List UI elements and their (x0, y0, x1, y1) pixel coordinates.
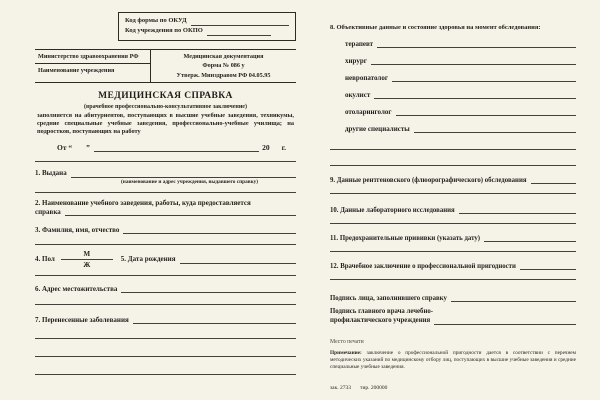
specialist-label: отоларинголог (345, 108, 392, 117)
form-right-page (330, 24, 576, 391)
field-10-label: 10. Данные лабораторного исследования (330, 206, 455, 214)
okpo-fill-line (207, 28, 271, 36)
specialist-row-therapist (345, 39, 576, 48)
date-year-prefix: 20 (262, 142, 270, 152)
specialist-fill-line (377, 39, 576, 48)
field-5-label: 5. Дата рождения (120, 255, 176, 264)
specialist-fill-line (374, 90, 576, 99)
date-from-label: От “ (57, 142, 73, 152)
form-number-label: Форма № 086 у (202, 62, 245, 70)
specialist-fill-line (392, 73, 576, 82)
page-subtitle: (врачебное профессионально-консультативное заключение) (84, 104, 247, 111)
specialist-label: хирург (345, 57, 367, 66)
note-block (330, 350, 576, 371)
specialist-row-surgeon (345, 56, 576, 65)
specialist-label: окулист (345, 91, 371, 100)
field-4-label: 4. Пол (35, 255, 55, 264)
print-info (330, 385, 576, 391)
date-close-quote: ” (86, 142, 90, 152)
blank-line (35, 275, 296, 276)
blank-line (35, 244, 296, 245)
header-left-cell (35, 50, 151, 82)
field-2-line2 (35, 207, 296, 216)
blank-line (35, 192, 296, 193)
field-6-label: 6. Адрес местожительства (35, 284, 118, 293)
specialist-label: терапевт (345, 40, 374, 49)
codes-box (118, 12, 296, 41)
field-1-note: (наименование и адрес учреждения, выдавшего справку) (121, 178, 258, 185)
field-10-fill-line (459, 205, 576, 214)
field-7-fill-line (133, 315, 296, 324)
blank-line (330, 279, 576, 280)
field-11-fill-line (484, 233, 576, 242)
field-1-issued-by (35, 169, 296, 178)
header-table (35, 49, 296, 83)
field-2-label-line1: 2. Наименование учебного заведения, работы, куда предоставляется (35, 198, 251, 207)
note-label: Примечание: (330, 350, 362, 357)
blank-line (35, 304, 296, 305)
stamp-place-label: Место печати (330, 339, 364, 346)
specialist-label: невропатолог (345, 74, 389, 83)
header-right-cell (151, 50, 296, 82)
field-10-lab (330, 205, 576, 214)
field-1-fill-line (71, 169, 296, 178)
okpo-label: Код учреждения по ОКПО (125, 27, 203, 35)
doc-type-label: Медицинская документация (183, 53, 264, 61)
field-12-fitness-conclusion (330, 261, 576, 270)
note-text: заключение о профессиональной пригодности дается в соответствии с перечнем методических указаний по медицинскому отбору лиц, поступающих в высшие учебные заведения и средние специальные учебные заведения. (330, 350, 576, 371)
okpo-code-line (125, 26, 289, 36)
page-title: МЕДИЦИНСКАЯ СПРАВКА (98, 91, 233, 102)
specialist-fill-line (396, 107, 576, 116)
signature-chief-line2 (330, 316, 576, 325)
sex-choice-box (61, 250, 113, 269)
ministry-label: Министерство здравоохранения РФ (35, 50, 150, 64)
signature-chief-fill-line (434, 316, 576, 325)
approved-label: Утверж. Минздравом РФ 04.05.95 (176, 71, 271, 79)
specialist-fill-line (371, 56, 576, 65)
field-3-label: 3. Фамилия, имя, отчество (35, 225, 120, 234)
date-line (35, 143, 296, 152)
field-2-fill-line (65, 207, 296, 216)
print-order-number: зак. 2733 (330, 385, 352, 392)
field-1-label: 1. Выдана (35, 169, 67, 178)
field-9-fill-line (531, 175, 576, 184)
signature-chief-label-line1: Подпись главного врача лечебно- (330, 308, 434, 316)
blank-line (35, 374, 296, 375)
field-11-label: 11. Предохранительные прививки (указать дату) (330, 234, 481, 242)
field-6-address (35, 284, 296, 293)
field-7-past-illnesses (35, 315, 296, 324)
field-3-fill-line (123, 225, 296, 234)
specialist-fill-line (414, 124, 576, 133)
blank-line (330, 149, 576, 150)
blank-line (35, 338, 296, 339)
okud-label: Код формы по ОКУД (125, 17, 187, 24)
blank-line (330, 193, 576, 194)
field-6-fill-line (121, 284, 296, 293)
signature-chief-label-line2: профилактического учреждения (330, 317, 431, 325)
field-5-fill-line (180, 263, 297, 264)
okud-fill-line (191, 18, 289, 26)
signature-chief-block (330, 308, 576, 325)
blank-line (330, 223, 576, 224)
specialist-row-other (345, 124, 576, 133)
specialist-label: другие специалисты (345, 125, 410, 134)
field-12-fill-line (520, 261, 576, 270)
field-12-label: 12. Врачебное заключение о профессиональной пригодности (330, 262, 516, 270)
field-9-xray (330, 175, 576, 184)
signature-filler-label: Подпись лица, заполнившего справку (330, 294, 447, 302)
org-name-label: Наименование учреждения (38, 67, 115, 75)
field-9-label: 9. Данные рентгеновского (флюорографического) обследования (330, 176, 527, 184)
field-3-full-name (35, 225, 296, 234)
form-description: заполняется на абитуриентов, поступающих в высшие учебные заведения, техникумы, средние специальные учебные заведения, профессионально-учебные училища; на подростков, поступающих на работу (37, 112, 294, 136)
okud-code-line (125, 16, 289, 26)
specialist-row-otolaryngologist (345, 107, 576, 116)
field-7-label: 7. Перенесенные заболевания (35, 315, 129, 324)
specialist-row-neurologist (345, 73, 576, 82)
field-2-label-line2: справка (35, 207, 61, 216)
blank-line (330, 165, 576, 166)
print-run-count: тир. 200000 (360, 385, 388, 392)
signature-filler-fill-line (451, 293, 576, 302)
signature-filler-line (330, 293, 576, 302)
date-fill-line (94, 143, 259, 152)
field-4-5-sex-birthdate (35, 250, 296, 269)
blank-line (35, 356, 296, 357)
blank-line (330, 251, 576, 252)
field-11-vaccinations (330, 233, 576, 242)
form-left-page (35, 12, 296, 375)
sex-male-option: М (61, 250, 113, 260)
specialist-row-oculist (345, 90, 576, 99)
date-year-suffix: г. (281, 142, 286, 152)
field-2-institution (35, 199, 296, 216)
field-8-label: 8. Объективные данные и состояние здоровья на момент обследования: (330, 24, 541, 31)
blank-line (35, 161, 296, 162)
sex-female-option: Ж (83, 260, 91, 269)
